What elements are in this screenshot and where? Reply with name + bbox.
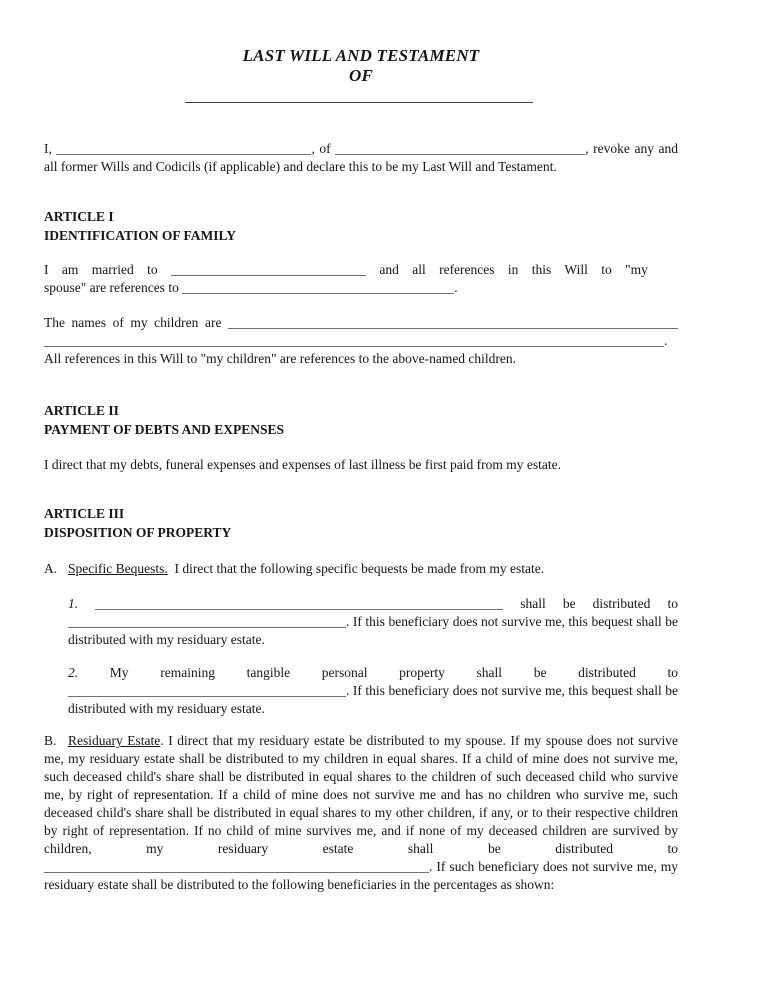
children-text-2: . xyxy=(664,333,668,348)
section-b-label: B. xyxy=(44,733,57,748)
opening-paragraph xyxy=(44,140,678,176)
spouse-reference-blank xyxy=(182,281,454,294)
bequest-2-beneficiary-blank xyxy=(68,684,346,697)
bequest-1-text-2: . If this beneficiary does not survive me, this bequest shall be distributed with my residuary estate. xyxy=(68,614,678,647)
testator-residence-blank xyxy=(335,142,585,155)
article-2-heading: ARTICLE II xyxy=(44,403,119,418)
specific-bequests-paragraph xyxy=(44,560,678,578)
children-names-blank-1 xyxy=(228,316,678,329)
article-1-subheading: IDENTIFICATION OF FAMILY xyxy=(44,228,237,243)
opening-text-3: , revoke any and all former Wills and Codicils (if applicable) and declare this to be my Last Will and Testament. xyxy=(44,141,679,174)
article-3-heading-block xyxy=(44,504,678,542)
article-1-heading: ARTICLE I xyxy=(44,209,114,224)
children-text-3: All references in this Will to "my children" are references to the above-named children. xyxy=(44,351,517,366)
article-3-subheading: DISPOSITION OF PROPERTY xyxy=(44,525,232,540)
children-names-blank-2 xyxy=(44,334,664,347)
bequest-1-text-1: shall be distributed to xyxy=(520,596,678,611)
marriage-text-4: . xyxy=(454,280,458,295)
marriage-text-2: and all references in this Will to "my xyxy=(379,262,648,277)
article-3-heading: ARTICLE III xyxy=(44,506,125,521)
bequest-1-description-blank xyxy=(95,597,503,610)
opening-text-2: , of xyxy=(311,141,331,156)
marriage-text-3: spouse" are references to xyxy=(44,280,179,295)
children-paragraph xyxy=(44,314,678,368)
marriage-paragraph xyxy=(44,261,678,297)
testator-name-blank xyxy=(56,142,311,155)
bequest-1-number: 1. xyxy=(68,596,79,611)
opening-text-1: I, xyxy=(44,141,52,156)
specific-bequests-intro: I direct that the following specific bequests be made from my estate. xyxy=(174,561,545,576)
residuary-estate-paragraph xyxy=(44,732,678,894)
bequest-2-text-2: . If this beneficiary does not survive me, this bequest shall be distributed with my residuary estate. xyxy=(68,683,678,716)
article-2-heading-block xyxy=(44,401,678,439)
specific-bequests-title: Specific Bequests. xyxy=(68,561,168,576)
bequest-1-beneficiary-blank xyxy=(68,615,346,628)
debts-paragraph: I direct that my debts, funeral expenses and expenses of last illness be first paid from my estate. xyxy=(44,457,561,472)
document-title: LAST WILL AND TESTAMENT xyxy=(242,46,480,65)
residuary-text-2: . If such beneficiary does not survive me, my residuary estate shall be distributed to the following beneficiaries in the percentages as shown: xyxy=(44,859,678,892)
bequest-item-1 xyxy=(68,595,678,649)
residuary-beneficiary-blank xyxy=(44,860,429,873)
document-title-block xyxy=(44,46,678,86)
bequest-2-text-1: My remaining tangible personal property shall be distributed to xyxy=(109,665,678,680)
section-a-label: A. xyxy=(44,561,58,576)
children-text-1: The names of my children are xyxy=(44,315,222,330)
bequest-item-2 xyxy=(68,664,678,718)
article-2-subheading: PAYMENT OF DEBTS AND EXPENSES xyxy=(44,422,285,437)
article-1-heading-block xyxy=(44,207,678,245)
marriage-line-1 xyxy=(44,262,648,277)
spouse-name-blank xyxy=(171,263,366,276)
residuary-estate-title: Residuary Estate xyxy=(68,733,161,748)
residuary-text-1: . I direct that my residuary estate be distributed to my spouse. If my spouse does not survive me, my residuary estate shall be distributed to my children in equal shares. If a child of mine does not survive me, such deceased child's share shall be distributed in equal shares to the children of such deceased child who survive me, by right of representation. If a child of mine does not survive me and has no children who survive me, such deceased child's share shall be distributed in equal shares to my other children, if any, or to their respective children by right of representation. If no child of mine survives me, and if none of my deceased children are survived by children, my residuary estate shall be distributed to xyxy=(44,733,678,856)
document-title-of: OF xyxy=(348,66,374,85)
testator-name-line xyxy=(185,102,533,103)
bequest-2-number: 2. xyxy=(68,665,79,680)
marriage-text-1: I am married to xyxy=(44,262,158,277)
